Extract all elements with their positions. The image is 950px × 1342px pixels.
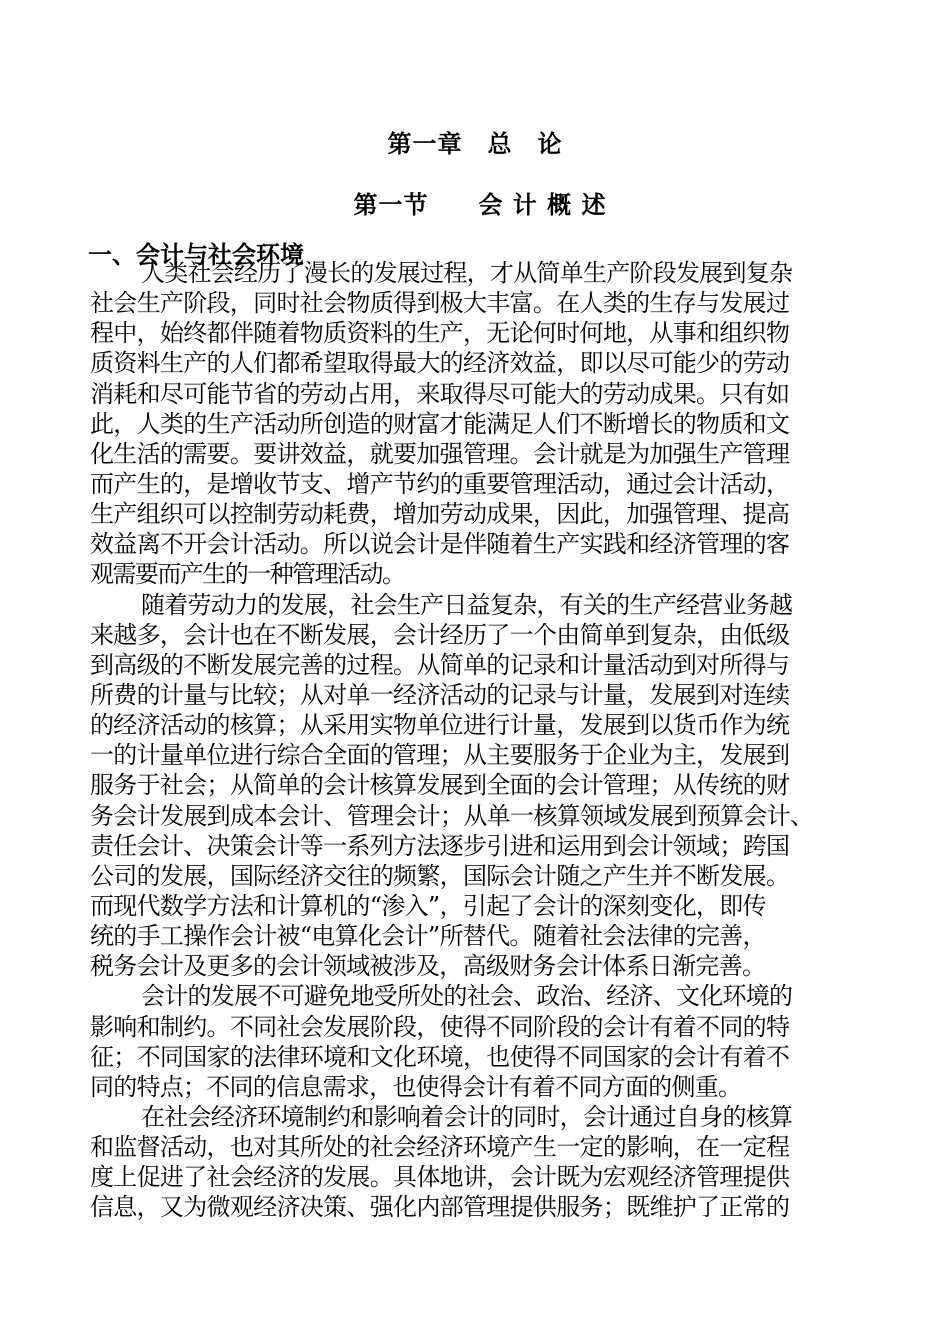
body-line: 信息，又为微观经济决策、强化内部管理提供服务；既维护了正常的: [90, 1193, 790, 1222]
body-line: 随着劳动力的发展，社会生产日益复杂，有关的生产经营业务越: [141, 590, 793, 619]
body-line: 生产组织可以控制劳动耗费，增加劳动成果，因此，加强管理、提高: [90, 500, 790, 529]
body-line: 税务会计及更多的会计领域被涉及，高级财务会计体系日渐完善。: [90, 952, 766, 981]
body-line: 会计的发展不可避免地受所处的社会、政治、经济、文化环境的: [141, 982, 793, 1011]
body-line: 务会计发展到成本会计、管理会计；从单一核算领域发展到预算会计、: [90, 801, 814, 830]
body-line: 此，人类的生产活动所创造的财富才能满足人们不断增长的物质和文: [90, 409, 790, 438]
section-title: 第一节 会 计 概 述: [353, 191, 607, 219]
body-line: 效益离不开会计活动。所以说会计是伴随着生产实践和经济管理的客: [90, 530, 790, 559]
body-line: 征；不同国家的法律环境和文化环境，也使得不同国家的会计有着不: [90, 1042, 790, 1071]
body-line: 的经济活动的核算；从采用实物单位进行计量，发展到以货币作为统: [90, 711, 790, 740]
body-line: 而产生的，是增收节支、增产节约的重要管理活动，通过会计活动，: [90, 469, 790, 498]
body-line: 一的计量单位进行综合全面的管理；从主要服务于企业为主，发展到: [90, 741, 790, 770]
body-line: 而现代数学方法和计算机的“渗入”，引起了会计的深刻变化，即传: [90, 891, 766, 920]
subsection-heading: 一、会计与社会环境: [88, 241, 304, 269]
body-line: 在社会经济环境制约和影响着会计的同时，会计通过自身的核算: [141, 1102, 793, 1131]
body-line: 影响和制约。不同社会发展阶段，使得不同阶段的会计有着不同的特: [90, 1012, 790, 1041]
body-line: 责任会计、决策会计等一系列方法逐步引进和运用到会计领域；跨国: [90, 831, 790, 860]
body-line: 公司的发展，国际经济交往的频繁，国际会计随之产生并不断发展。: [90, 861, 790, 890]
chapter-title: 第一章 总 论: [387, 130, 563, 158]
body-line: 消耗和尽可能节省的劳动占用，来取得尽可能大的劳动成果。只有如: [90, 379, 790, 408]
body-line: 和监督活动，也对其所处的社会经济环境产生一定的影响，在一定程: [90, 1133, 790, 1162]
body-line: 服务于社会；从简单的会计核算发展到全面的会计管理；从传统的财: [90, 771, 790, 800]
body-line: 度上促进了社会经济的发展。具体地讲，会计既为宏观经济管理提供: [90, 1163, 790, 1192]
body-line: 化生活的需要。要讲效益，就要加强管理。会计就是为加强生产管理: [90, 439, 790, 468]
body-line: 社会生产阶段，同时社会物质得到极大丰富。在人类的生存与发展过: [90, 289, 790, 318]
body-line: 来越多，会计也在不断发展，会计经历了一个由简单到复杂，由低级: [90, 620, 790, 649]
body-line: 同的特点；不同的信息需求，也使得会计有着不同方面的侧重。: [90, 1072, 742, 1101]
body-line: 到高级的不断发展完善的过程。从简单的记录和计量活动到对所得与: [90, 650, 790, 679]
body-line: 人类社会经历了漫长的发展过程，才从简单生产阶段发展到复杂: [141, 259, 793, 287]
body-line: 统的手工操作会计被“电算化会计”所替代。随着社会法律的完善，: [90, 922, 766, 951]
body-line: 观需要而产生的一种管理活动。: [90, 560, 405, 589]
body-line: 质资料生产的人们都希望取得最大的经济效益，即以尽可能少的劳动: [90, 349, 790, 378]
body-text: [90, 258, 890, 1223]
body-line: 所费的计量与比较；从对单一经济活动的记录与计量，发展到对连续: [90, 680, 790, 709]
body-line: 程中，始终都伴随着物质资料的生产，无论何时何地，从事和组织物: [90, 319, 790, 348]
